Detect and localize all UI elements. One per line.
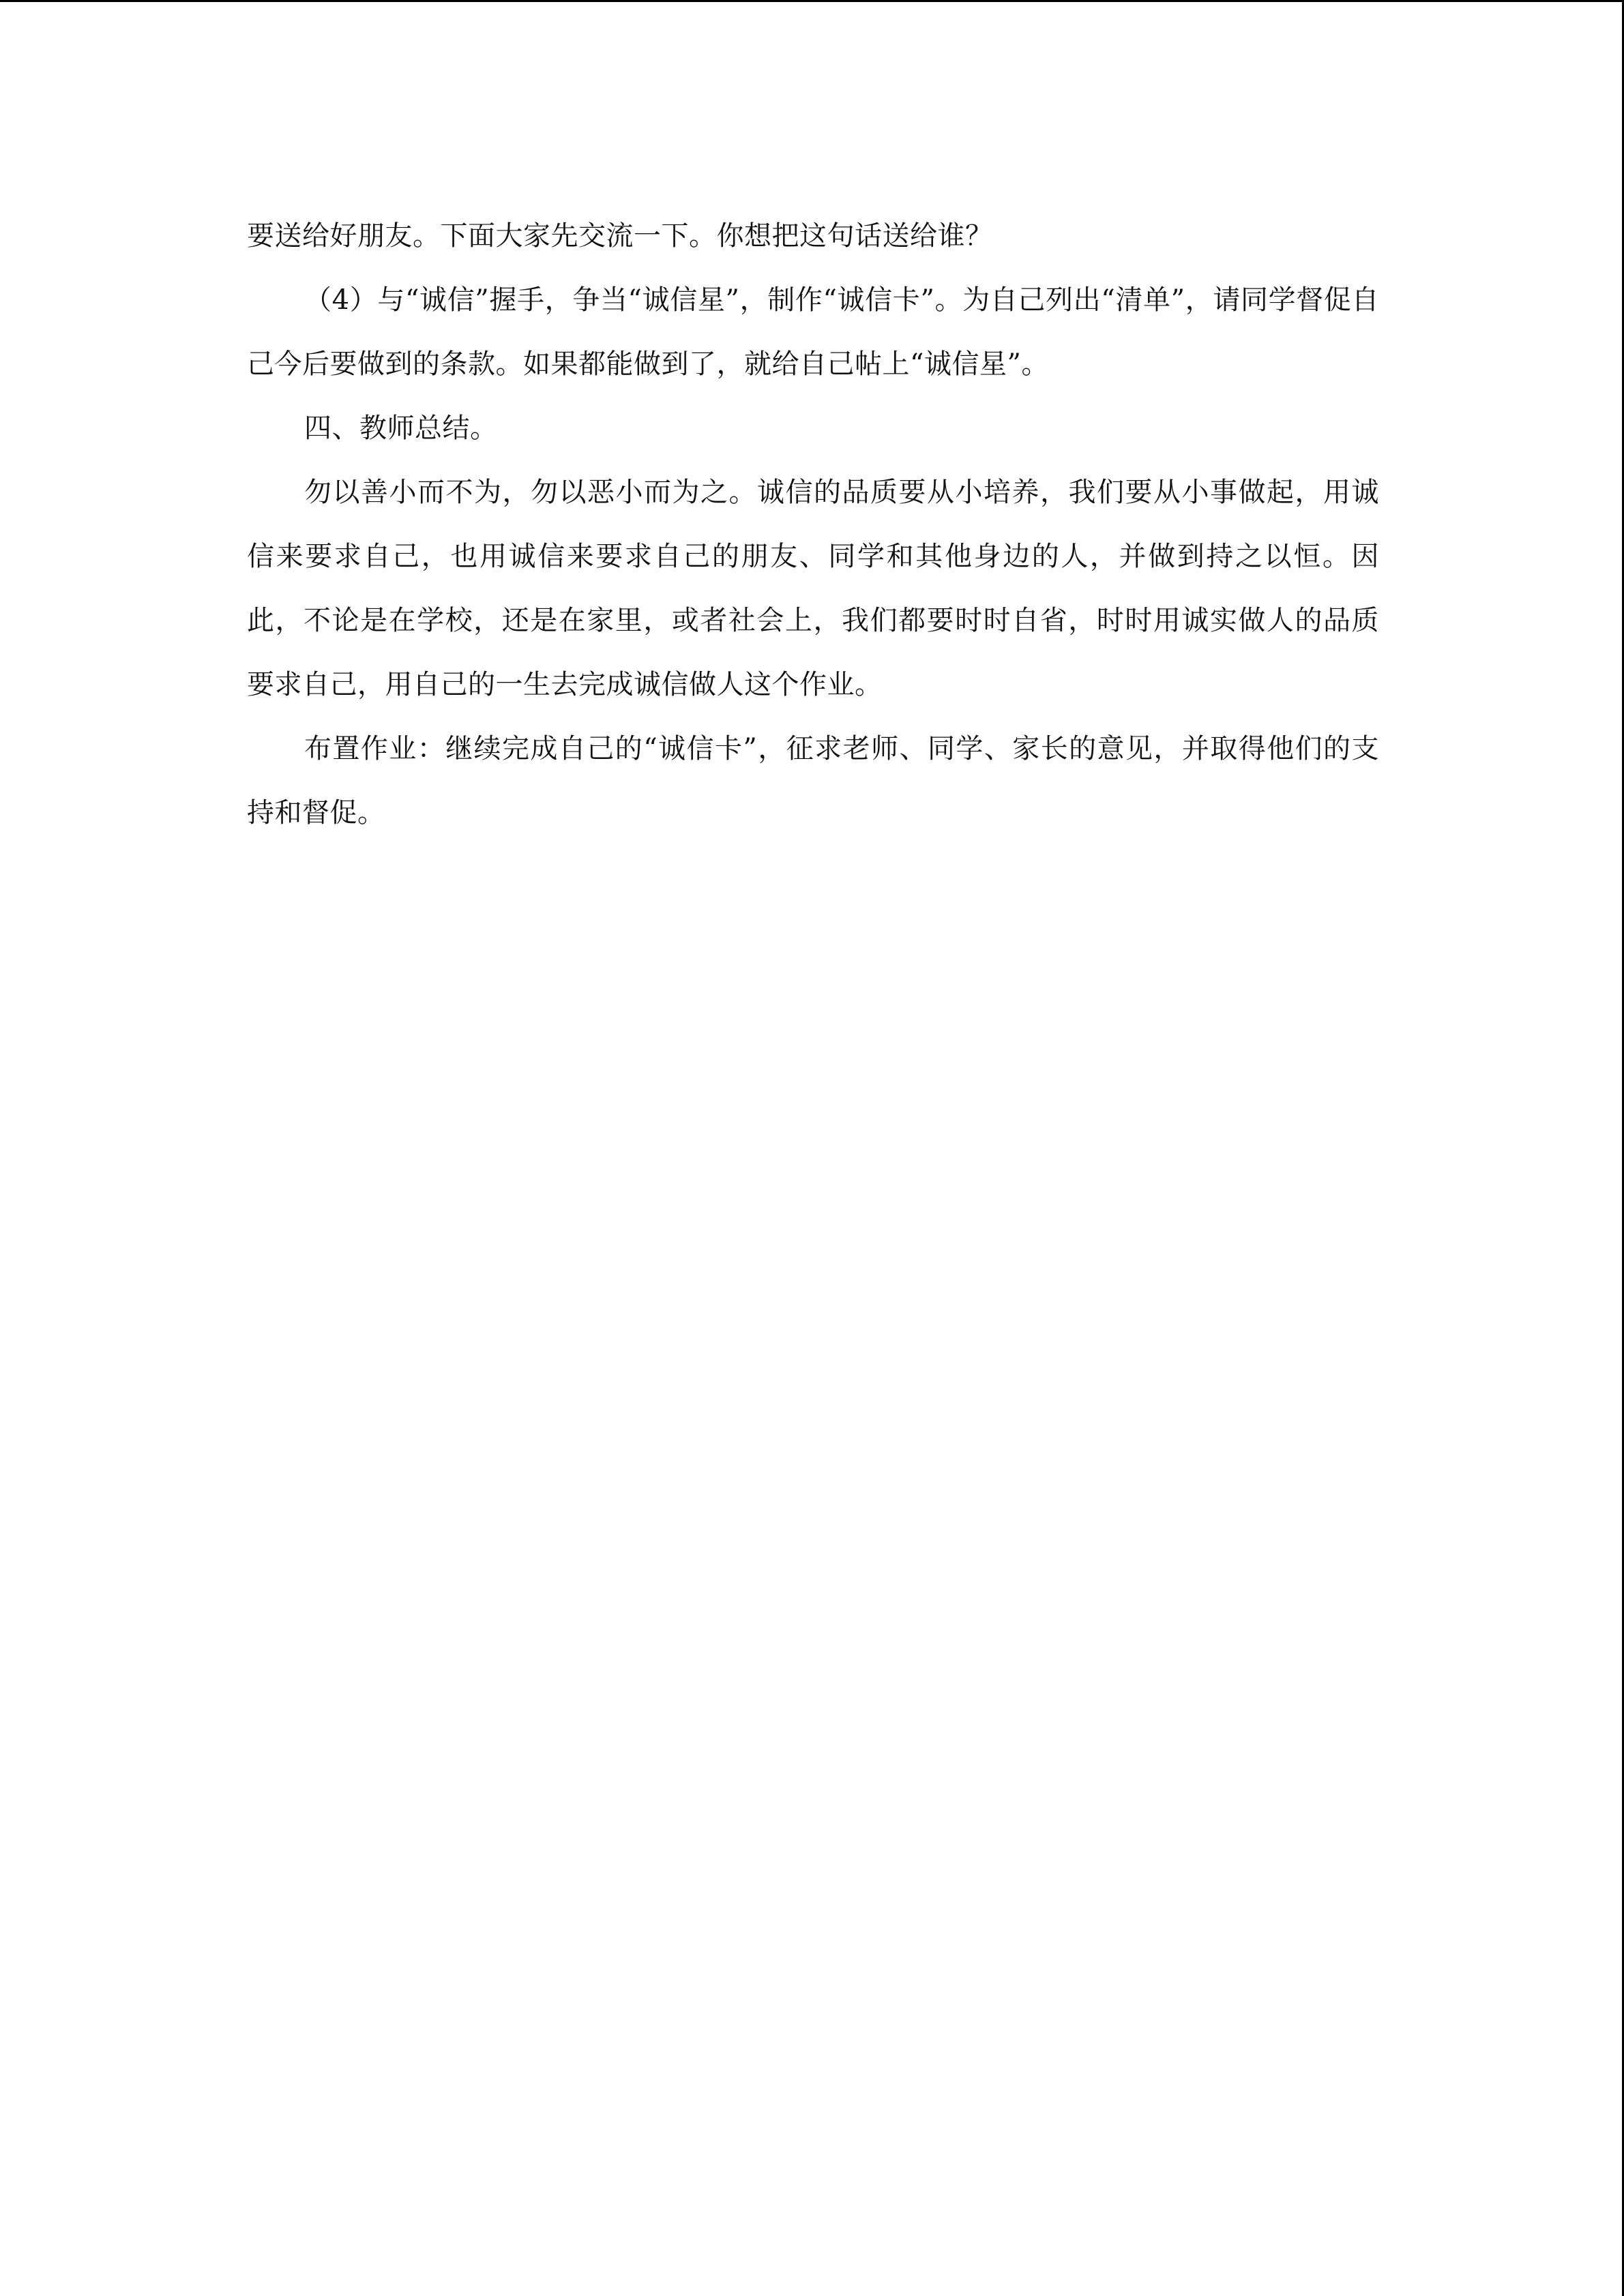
paragraph-activity-4: （4）与“诚信”握手，争当“诚信星”，制作“诚信卡”。为自己列出“清单”，请同学督促自己今后要做到的条款。如果都能做到了，就给自己帖上“诚信星”。 xyxy=(247,284,1379,380)
document-body xyxy=(247,204,1379,845)
paragraph-continuation: 要送给好朋友。下面大家先交流一下。你想把这句话送给谁？ xyxy=(247,220,993,252)
section-heading-teacher-summary: 四、教师总结。 xyxy=(304,413,498,444)
paragraph-homework: 布置作业：继续完成自己的“诚信卡”，征求老师、同学、家长的意见，并取得他们的支持和督促。 xyxy=(247,733,1379,829)
paragraph-summary: 勿以善小而不为，勿以恶小而为之。诚信的品质要从小培养，我们要从小事做起，用诚信来要求自己，也用诚信来要求自己的朋友、同学和其他身边的人，并做到持之以恒。因此，不论是在学校，还是在家里，或者社会上，我们都要时时自省，时时用诚实做人的品质要求自己，用自己的一生去完成诚信做人这个作业。 xyxy=(247,477,1379,700)
